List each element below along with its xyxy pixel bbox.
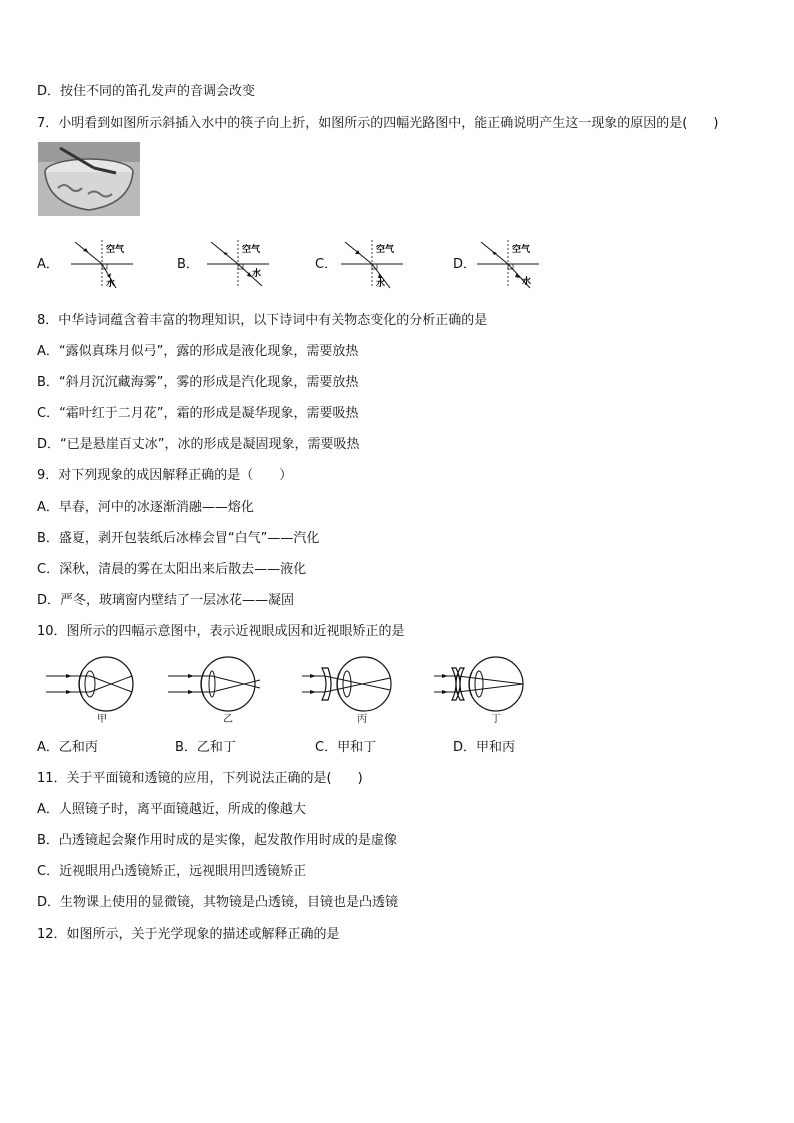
eye-diagram-bing (300, 654, 396, 714)
q7-stem: 7．小明看到如图所示斜插入水中的筷子向上折，如图所示的四幅光路图中，能正确说明产生这一现象的原因的是( ) (37, 116, 719, 131)
q6-option-d: D．按住不同的笛孔发声的音调会改变 (37, 84, 256, 99)
q11-option-c[interactable]: C．近视眼用凸透镜矫正，远视眼用凹透镜矫正 (37, 864, 307, 879)
air-label: 空气 (242, 245, 261, 255)
q11-option-b[interactable]: B．凸透镜起会聚作用时成的是实像，起发散作用时成的是虚像 (37, 833, 397, 848)
q10-option-a[interactable]: A．乙和丙 (37, 740, 98, 755)
q8-option-d[interactable]: D．“已是悬崖百丈冰”，冰的形成是凝固现象，需要吸热 (37, 437, 360, 452)
refraction-diagram-d (472, 236, 544, 292)
refraction-diagram-b (202, 236, 274, 292)
q11-stem: 11．关于平面镜和透镜的应用，下列说法正确的是( ) (37, 771, 363, 786)
q8-option-c[interactable]: C．“霜叶红于二月花”，霜的形成是凝华现象，需要吸热 (37, 406, 359, 421)
q11-option-d[interactable]: D．生物课上使用的显微镜，其物镜是凸透镜，目镜也是凸透镜 (37, 895, 399, 910)
q9-option-d[interactable]: D．严冬，玻璃窗内壁结了一层冰花——凝固 (37, 593, 295, 608)
q11-option-a[interactable]: A．人照镜子时，离平面镜越近，所成的像越大 (37, 802, 306, 817)
air-label: 空气 (106, 245, 125, 255)
water-label: 水 (106, 279, 116, 289)
q9-option-c[interactable]: C．深秋，清晨的雾在太阳出来后散去——液化 (37, 562, 307, 577)
refraction-diagram-a (66, 236, 138, 292)
q8-stem: 8．中华诗词蕴含着丰富的物理知识，以下诗词中有关物态变化的分析正确的是 (37, 313, 488, 328)
eye-diagram-ding (432, 654, 528, 714)
q9-option-b[interactable]: B．盛夏，剥开包装纸后冰棒会冒“白气”——汽化 (37, 531, 320, 546)
water-label: 水 (376, 279, 386, 289)
eye-diagram-yi (166, 654, 262, 714)
q10-stem: 10．图所示的四幅示意图中，表示近视眼成因和近视眼矫正的是 (37, 624, 405, 639)
q9-stem: 9．对下列现象的成因解释正确的是（ ） (37, 468, 293, 483)
water-label: 水 (522, 277, 532, 287)
eye-diagram-jia (44, 654, 140, 714)
q10-option-d[interactable]: D．甲和丙 (453, 740, 516, 755)
water-label: 水 (252, 269, 262, 279)
q10-option-c[interactable]: C．甲和丁 (315, 740, 377, 755)
q12-stem: 12．如图所示，关于光学现象的描述或解释正确的是 (37, 927, 340, 942)
q7-option-a-label[interactable]: A． (37, 257, 59, 272)
q7-option-b-label[interactable]: B． (177, 257, 199, 272)
eye-label-ding: 丁 (491, 714, 501, 725)
q10-option-b[interactable]: B．乙和丁 (175, 740, 236, 755)
q8-option-b[interactable]: B．“斜月沉沉藏海雾”，雾的形成是汽化现象，需要放热 (37, 375, 359, 390)
eye-label-jia: 甲 (97, 714, 107, 725)
air-label: 空气 (512, 245, 531, 255)
air-label: 空气 (376, 245, 395, 255)
eye-label-bing: 丙 (357, 714, 367, 725)
q7-option-c-label[interactable]: C． (315, 257, 338, 272)
q7-option-d-label[interactable]: D． (453, 257, 477, 272)
eye-label-yi: 乙 (223, 714, 233, 725)
q8-option-a[interactable]: A．“露似真珠月似弓”，露的形成是液化现象，需要放热 (37, 344, 359, 359)
q9-option-a[interactable]: A．早春，河中的冰逐渐消融——熔化 (37, 500, 254, 515)
refraction-diagram-c (336, 236, 408, 292)
chopstick-in-bowl-photo (38, 142, 140, 216)
